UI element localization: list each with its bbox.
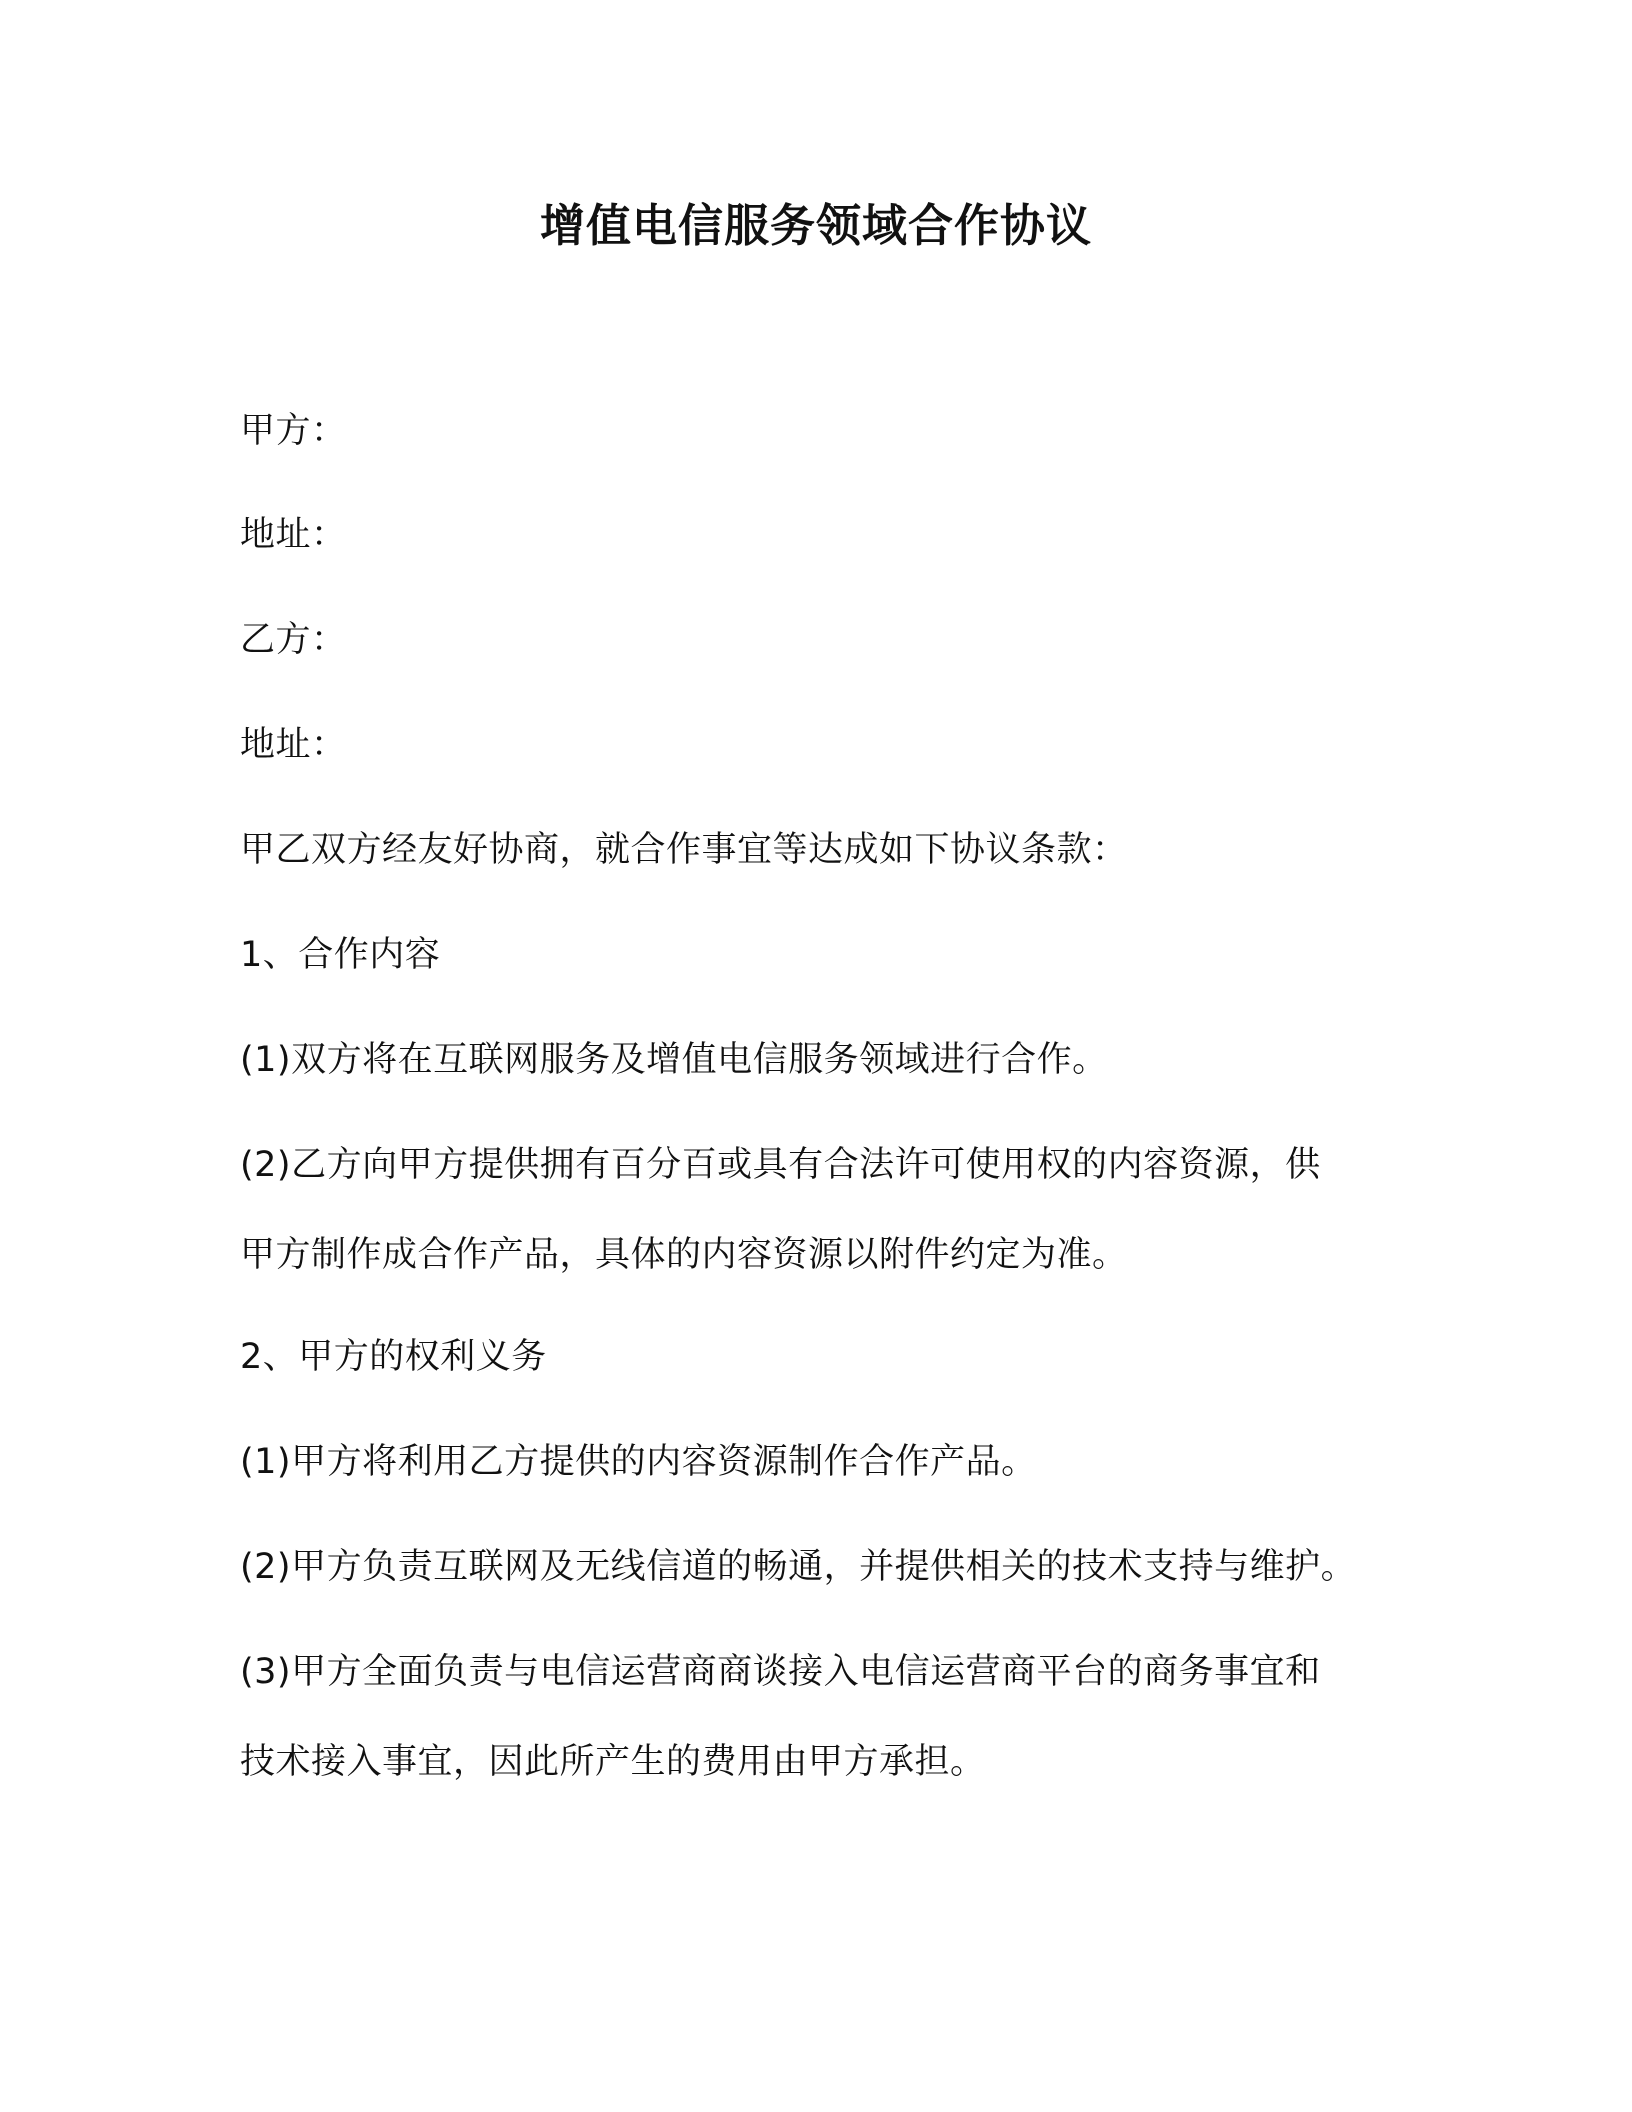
party-a-label: 甲方：	[240, 411, 347, 451]
document-body	[240, 405, 1400, 1788]
party-b-address-label: 地址：	[240, 725, 347, 765]
clause-text: (1)双方将在互联网服务及增值电信服务领域进行合作。	[240, 1040, 1108, 1080]
clause-text: (1)甲方将利用乙方提供的内容资源制作合作产品。	[240, 1442, 1037, 1482]
clause-text-continued: 甲方制作成合作产品，具体的内容资源以附件约定为准。	[240, 1235, 1128, 1275]
clause-text-continued: 技术接入事宜，因此所产生的费用由甲方承担。	[240, 1742, 986, 1782]
party-b-label: 乙方：	[240, 620, 347, 660]
party-a-address-label: 地址：	[240, 515, 347, 555]
clause-text: (2)乙方向甲方提供拥有百分百或具有合法许可使用权的内容资源，供	[240, 1145, 1321, 1185]
clause-text: (2)甲方负责互联网及无线信道的畅通，并提供相关的技术支持与维护。	[240, 1547, 1357, 1587]
section-heading: 1、合作内容	[240, 935, 441, 975]
section-heading: 2、甲方的权利义务	[240, 1337, 547, 1377]
document-title: 增值电信服务领域合作协议	[539, 199, 1092, 252]
agreement-intro: 甲乙双方经友好协商，就合作事宜等达成如下协议条款：	[240, 830, 1128, 870]
clause-text: (3)甲方全面负责与电信运营商商谈接入电信运营商平台的商务事宜和	[240, 1652, 1321, 1692]
